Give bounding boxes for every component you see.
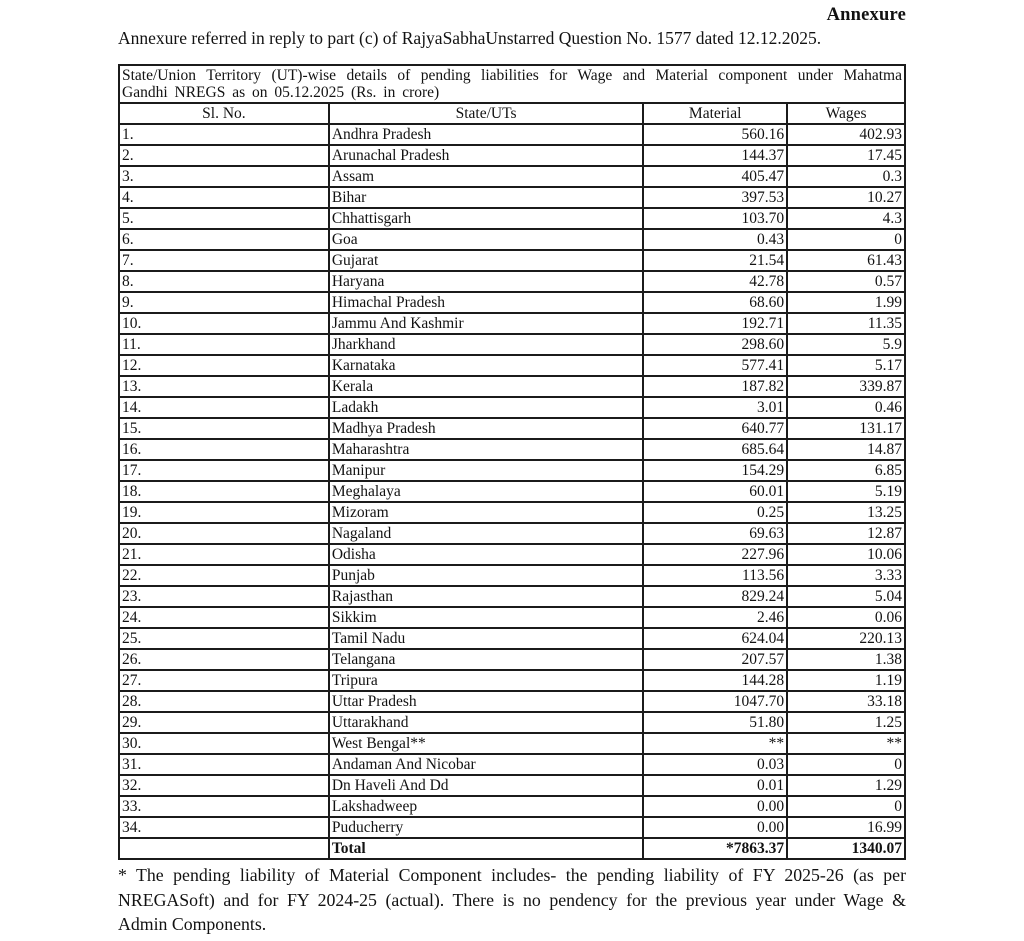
cell-wages: 402.93 <box>787 124 905 145</box>
table-row <box>119 166 905 187</box>
col-header-sl-no: Sl. No. <box>119 103 329 124</box>
cell-state: Madhya Pradesh <box>329 418 643 439</box>
table-row <box>119 586 905 607</box>
table-row <box>119 670 905 691</box>
cell-sl-no: 31. <box>119 754 329 775</box>
table-row <box>119 313 905 334</box>
cell-sl-no: 19. <box>119 502 329 523</box>
cell-wages: 61.43 <box>787 250 905 271</box>
cell-sl-no: 10. <box>119 313 329 334</box>
cell-sl-no: 24. <box>119 607 329 628</box>
cell-wages: 0 <box>787 229 905 250</box>
cell-wages: 5.19 <box>787 481 905 502</box>
cell-state: Arunachal Pradesh <box>329 145 643 166</box>
footnote-line: Admin Components. <box>118 914 267 934</box>
cell-material: 69.63 <box>643 523 787 544</box>
cell-state: Tamil Nadu <box>329 628 643 649</box>
cell-wages: 5.17 <box>787 355 905 376</box>
cell-wages: 17.45 <box>787 145 905 166</box>
cell-state: Gujarat <box>329 250 643 271</box>
footnote-line: NREGASoft) and for FY 2024-25 (actual). There is no pendency for the previous year under Wage & <box>118 889 906 910</box>
cell-material: 60.01 <box>643 481 787 502</box>
table-row <box>119 628 905 649</box>
cell-material: 0.25 <box>643 502 787 523</box>
cell-wages: 10.27 <box>787 187 905 208</box>
cell-material: 3.01 <box>643 397 787 418</box>
cell-sl-no: 5. <box>119 208 329 229</box>
cell-wages: 13.25 <box>787 502 905 523</box>
cell-sl-no: 11. <box>119 334 329 355</box>
cell-state: Odisha <box>329 544 643 565</box>
cell-state: Goa <box>329 229 643 250</box>
cell-state: Andhra Pradesh <box>329 124 643 145</box>
cell-material: 405.47 <box>643 166 787 187</box>
table-row <box>119 229 905 250</box>
cell-state: Nagaland <box>329 523 643 544</box>
total-row <box>119 838 905 859</box>
cell-wages: 1.29 <box>787 775 905 796</box>
cell-wages: 339.87 <box>787 376 905 397</box>
cell-state: Dn Haveli And Dd <box>329 775 643 796</box>
cell-state: Bihar <box>329 187 643 208</box>
cell-wages: 131.17 <box>787 418 905 439</box>
cell-sl-no: 32. <box>119 775 329 796</box>
cell-material: 144.28 <box>643 670 787 691</box>
table-row <box>119 712 905 733</box>
cell-material: 1047.70 <box>643 691 787 712</box>
cell-wages: 0 <box>787 796 905 817</box>
cell-sl-no: 25. <box>119 628 329 649</box>
table-row <box>119 817 905 838</box>
cell-state: Haryana <box>329 271 643 292</box>
cell-sl-no: 29. <box>119 712 329 733</box>
cell-wages: 5.04 <box>787 586 905 607</box>
cell-wages: 5.9 <box>787 334 905 355</box>
cell-state: Jammu And Kashmir <box>329 313 643 334</box>
cell-sl-no: 4. <box>119 187 329 208</box>
cell-material: 640.77 <box>643 418 787 439</box>
table-row <box>119 334 905 355</box>
table-row <box>119 418 905 439</box>
cell-material: 144.37 <box>643 145 787 166</box>
cell-sl-no: 14. <box>119 397 329 418</box>
total-label: Total <box>329 838 643 859</box>
table-row <box>119 397 905 418</box>
total-sl-no-cell <box>119 838 329 859</box>
cell-state: Telangana <box>329 649 643 670</box>
cell-state: Manipur <box>329 460 643 481</box>
cell-wages: 10.06 <box>787 544 905 565</box>
cell-state: Puducherry <box>329 817 643 838</box>
cell-material: 577.41 <box>643 355 787 376</box>
cell-wages: 1.38 <box>787 649 905 670</box>
cell-wages: 6.85 <box>787 460 905 481</box>
cell-state: Lakshadweep <box>329 796 643 817</box>
table-row <box>119 124 905 145</box>
cell-state: Himachal Pradesh <box>329 292 643 313</box>
cell-material: 0.00 <box>643 796 787 817</box>
table-row <box>119 691 905 712</box>
cell-wages: 0.57 <box>787 271 905 292</box>
table-row <box>119 796 905 817</box>
cell-sl-no: 20. <box>119 523 329 544</box>
total-material: *7863.37 <box>643 838 787 859</box>
table-row <box>119 145 905 166</box>
cell-material: 298.60 <box>643 334 787 355</box>
cell-sl-no: 27. <box>119 670 329 691</box>
total-wages: 1340.07 <box>787 838 905 859</box>
cell-sl-no: 1. <box>119 124 329 145</box>
table-row <box>119 754 905 775</box>
cell-material: ** <box>643 733 787 754</box>
cell-material: 624.04 <box>643 628 787 649</box>
cell-wages: 0.06 <box>787 607 905 628</box>
cell-wages: 12.87 <box>787 523 905 544</box>
table-row <box>119 187 905 208</box>
cell-sl-no: 13. <box>119 376 329 397</box>
cell-sl-no: 33. <box>119 796 329 817</box>
col-header-material: Material <box>643 103 787 124</box>
cell-state: West Bengal** <box>329 733 643 754</box>
table-row <box>119 208 905 229</box>
cell-material: 154.29 <box>643 460 787 481</box>
cell-wages: 14.87 <box>787 439 905 460</box>
pending-liabilities-table <box>118 64 906 860</box>
cell-sl-no: 6. <box>119 229 329 250</box>
cell-state: Meghalaya <box>329 481 643 502</box>
reference-line: Annexure referred in reply to part (c) of RajyaSabhaUnstarred Question No. 1577 dated 12.12.2025. <box>118 28 822 48</box>
cell-sl-no: 22. <box>119 565 329 586</box>
cell-sl-no: 9. <box>119 292 329 313</box>
cell-state: Karnataka <box>329 355 643 376</box>
table-row <box>119 733 905 754</box>
footnote <box>118 863 906 937</box>
cell-sl-no: 2. <box>119 145 329 166</box>
cell-wages: 1.99 <box>787 292 905 313</box>
cell-sl-no: 26. <box>119 649 329 670</box>
cell-state: Rajasthan <box>329 586 643 607</box>
annexure-heading: Annexure <box>826 5 906 25</box>
cell-material: 113.56 <box>643 565 787 586</box>
col-header-wages: Wages <box>787 103 905 124</box>
cell-sl-no: 30. <box>119 733 329 754</box>
cell-sl-no: 34. <box>119 817 329 838</box>
cell-state: Uttar Pradesh <box>329 691 643 712</box>
cell-sl-no: 8. <box>119 271 329 292</box>
cell-material: 2.46 <box>643 607 787 628</box>
table-title-row <box>119 65 905 103</box>
cell-material: 685.64 <box>643 439 787 460</box>
cell-state: Tripura <box>329 670 643 691</box>
cell-sl-no: 18. <box>119 481 329 502</box>
cell-wages: ** <box>787 733 905 754</box>
cell-sl-no: 17. <box>119 460 329 481</box>
table-row <box>119 649 905 670</box>
cell-material: 187.82 <box>643 376 787 397</box>
cell-material: 103.70 <box>643 208 787 229</box>
cell-sl-no: 3. <box>119 166 329 187</box>
cell-sl-no: 28. <box>119 691 329 712</box>
cell-wages: 16.99 <box>787 817 905 838</box>
cell-wages: 33.18 <box>787 691 905 712</box>
table-title <box>119 65 905 103</box>
cell-sl-no: 7. <box>119 250 329 271</box>
table-title-line2: Gandhi NREGS as on 05.12.2025 (Rs. in crore) <box>122 84 440 101</box>
table-row <box>119 565 905 586</box>
table-row <box>119 481 905 502</box>
cell-state: Mizoram <box>329 502 643 523</box>
cell-wages: 0.3 <box>787 166 905 187</box>
cell-wages: 0.46 <box>787 397 905 418</box>
cell-state: Ladakh <box>329 397 643 418</box>
cell-sl-no: 23. <box>119 586 329 607</box>
cell-sl-no: 12. <box>119 355 329 376</box>
cell-material: 227.96 <box>643 544 787 565</box>
cell-material: 51.80 <box>643 712 787 733</box>
table-row <box>119 439 905 460</box>
table-row <box>119 292 905 313</box>
cell-wages: 4.3 <box>787 208 905 229</box>
table-row <box>119 250 905 271</box>
table-row <box>119 460 905 481</box>
table-title-line1: State/Union Territory (UT)-wise details of pending liabilities for Wage and Material component under Mahatma <box>122 67 902 84</box>
cell-material: 397.53 <box>643 187 787 208</box>
cell-state: Kerala <box>329 376 643 397</box>
cell-sl-no: 16. <box>119 439 329 460</box>
table-row <box>119 502 905 523</box>
table-row <box>119 523 905 544</box>
cell-state: Chhattisgarh <box>329 208 643 229</box>
cell-material: 829.24 <box>643 586 787 607</box>
table-row <box>119 271 905 292</box>
cell-wages: 3.33 <box>787 565 905 586</box>
table-body <box>119 124 905 838</box>
table-header-row <box>119 103 905 124</box>
col-header-state: State/UTs <box>329 103 643 124</box>
cell-state: Maharashtra <box>329 439 643 460</box>
cell-material: 192.71 <box>643 313 787 334</box>
table-row <box>119 355 905 376</box>
cell-wages: 0 <box>787 754 905 775</box>
cell-state: Uttarakhand <box>329 712 643 733</box>
cell-material: 0.43 <box>643 229 787 250</box>
cell-material: 0.00 <box>643 817 787 838</box>
cell-state: Punjab <box>329 565 643 586</box>
table-row <box>119 775 905 796</box>
cell-wages: 220.13 <box>787 628 905 649</box>
cell-material: 42.78 <box>643 271 787 292</box>
cell-material: 0.03 <box>643 754 787 775</box>
cell-wages: 1.19 <box>787 670 905 691</box>
cell-wages: 1.25 <box>787 712 905 733</box>
document-content <box>118 4 906 937</box>
table-row <box>119 376 905 397</box>
cell-state: Assam <box>329 166 643 187</box>
table-row <box>119 544 905 565</box>
table-row <box>119 607 905 628</box>
cell-material: 68.60 <box>643 292 787 313</box>
cell-state: Andaman And Nicobar <box>329 754 643 775</box>
cell-state: Jharkhand <box>329 334 643 355</box>
cell-state: Sikkim <box>329 607 643 628</box>
cell-material: 207.57 <box>643 649 787 670</box>
cell-sl-no: 21. <box>119 544 329 565</box>
footnote-line: * The pending liability of Material Component includes- the pending liability of FY 2025-26 (as per <box>118 865 906 885</box>
cell-material: 560.16 <box>643 124 787 145</box>
cell-wages: 11.35 <box>787 313 905 334</box>
cell-material: 0.01 <box>643 775 787 796</box>
cell-sl-no: 15. <box>119 418 329 439</box>
cell-material: 21.54 <box>643 250 787 271</box>
